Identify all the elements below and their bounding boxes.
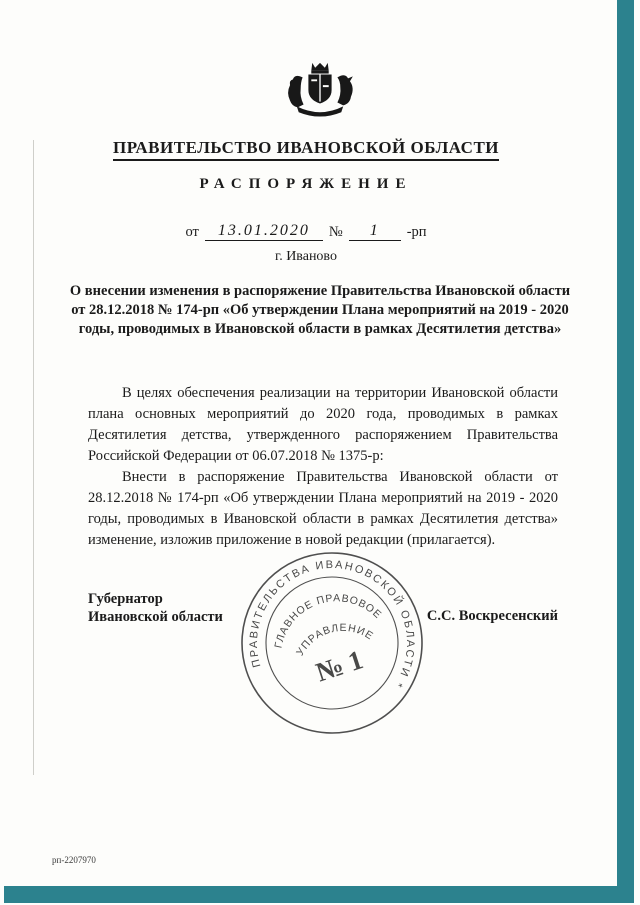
stamp-outer-ring-text: ПРАВИТЕЛЬСТВА ИВАНОВСКОЙ ОБЛАСТИ * bbox=[247, 558, 417, 691]
scan-edge-bottom bbox=[4, 886, 634, 903]
doc-type-title: РАСПОРЯЖЕНИЕ bbox=[199, 176, 413, 192]
document-body bbox=[88, 383, 558, 551]
date-number-line bbox=[0, 222, 612, 241]
subject-heading: О внесении изменения в распоряжение Правительства Ивановской области от 28.12.2018 № 174-рп «Об утверждении Плана мероприятий на 2019 - 2020 годы, проводимых в Ивановской области в рамках Десятилетия детства» bbox=[69, 283, 571, 337]
stamp-center-number: № 1 bbox=[312, 644, 367, 688]
stamp-inner-text-line2: УПРАВЛЕНИЕ bbox=[294, 621, 376, 658]
handwritten-date: 13.01.2020 bbox=[217, 222, 310, 239]
signature-position-line2: Ивановской области bbox=[88, 609, 223, 625]
signature-name: С.С. Воскресенский bbox=[426, 608, 558, 624]
footer-document-code: рп-2207970 bbox=[52, 855, 96, 865]
stamp-inner-text-line1: ГЛАВНОЕ ПРАВОВОЕ bbox=[272, 592, 385, 650]
signature-position-line1: Губернатор bbox=[88, 591, 163, 607]
city-line: г. Иваново bbox=[275, 249, 337, 264]
svg-text:ПРАВИТЕЛЬСТВА ИВАНОВСКОЙ ОБЛАС bbox=[237, 548, 427, 733]
date-slot bbox=[205, 222, 323, 241]
scan-edge-right bbox=[617, 0, 634, 903]
body-paragraph-2: Внести в распоряжение Правительства Ивановской области от 28.12.2018 № 174-рп «Об утверждении Плана мероприятий на 2019 - 2020 годы, проводимых в Ивановской области в рамках Десятилетия детства» изменение, изложив приложение в новой редакции (прилагается). bbox=[88, 469, 558, 548]
number-sign: № bbox=[328, 224, 343, 240]
number-suffix: -рп bbox=[406, 224, 427, 240]
handwritten-number: 1 bbox=[369, 222, 380, 239]
body-paragraph-1: В целях обеспечения реализации на территории Ивановской области плана основных мероприятий до 2020 года, проводимых в рамках Десятилетия детства, утвержденного распоряжением Правительства Российской Федерации от 06.07.2018 № 1375-р: bbox=[88, 385, 558, 464]
number-slot bbox=[349, 222, 401, 241]
official-stamp-seal bbox=[237, 548, 427, 738]
coat-of-arms-icon bbox=[278, 60, 362, 118]
org-title bbox=[0, 138, 612, 158]
org-title-text: ПРАВИТЕЛЬСТВО ИВАНОВСКОЙ ОБЛАСТИ bbox=[113, 138, 499, 161]
date-prefix: от bbox=[185, 224, 199, 240]
